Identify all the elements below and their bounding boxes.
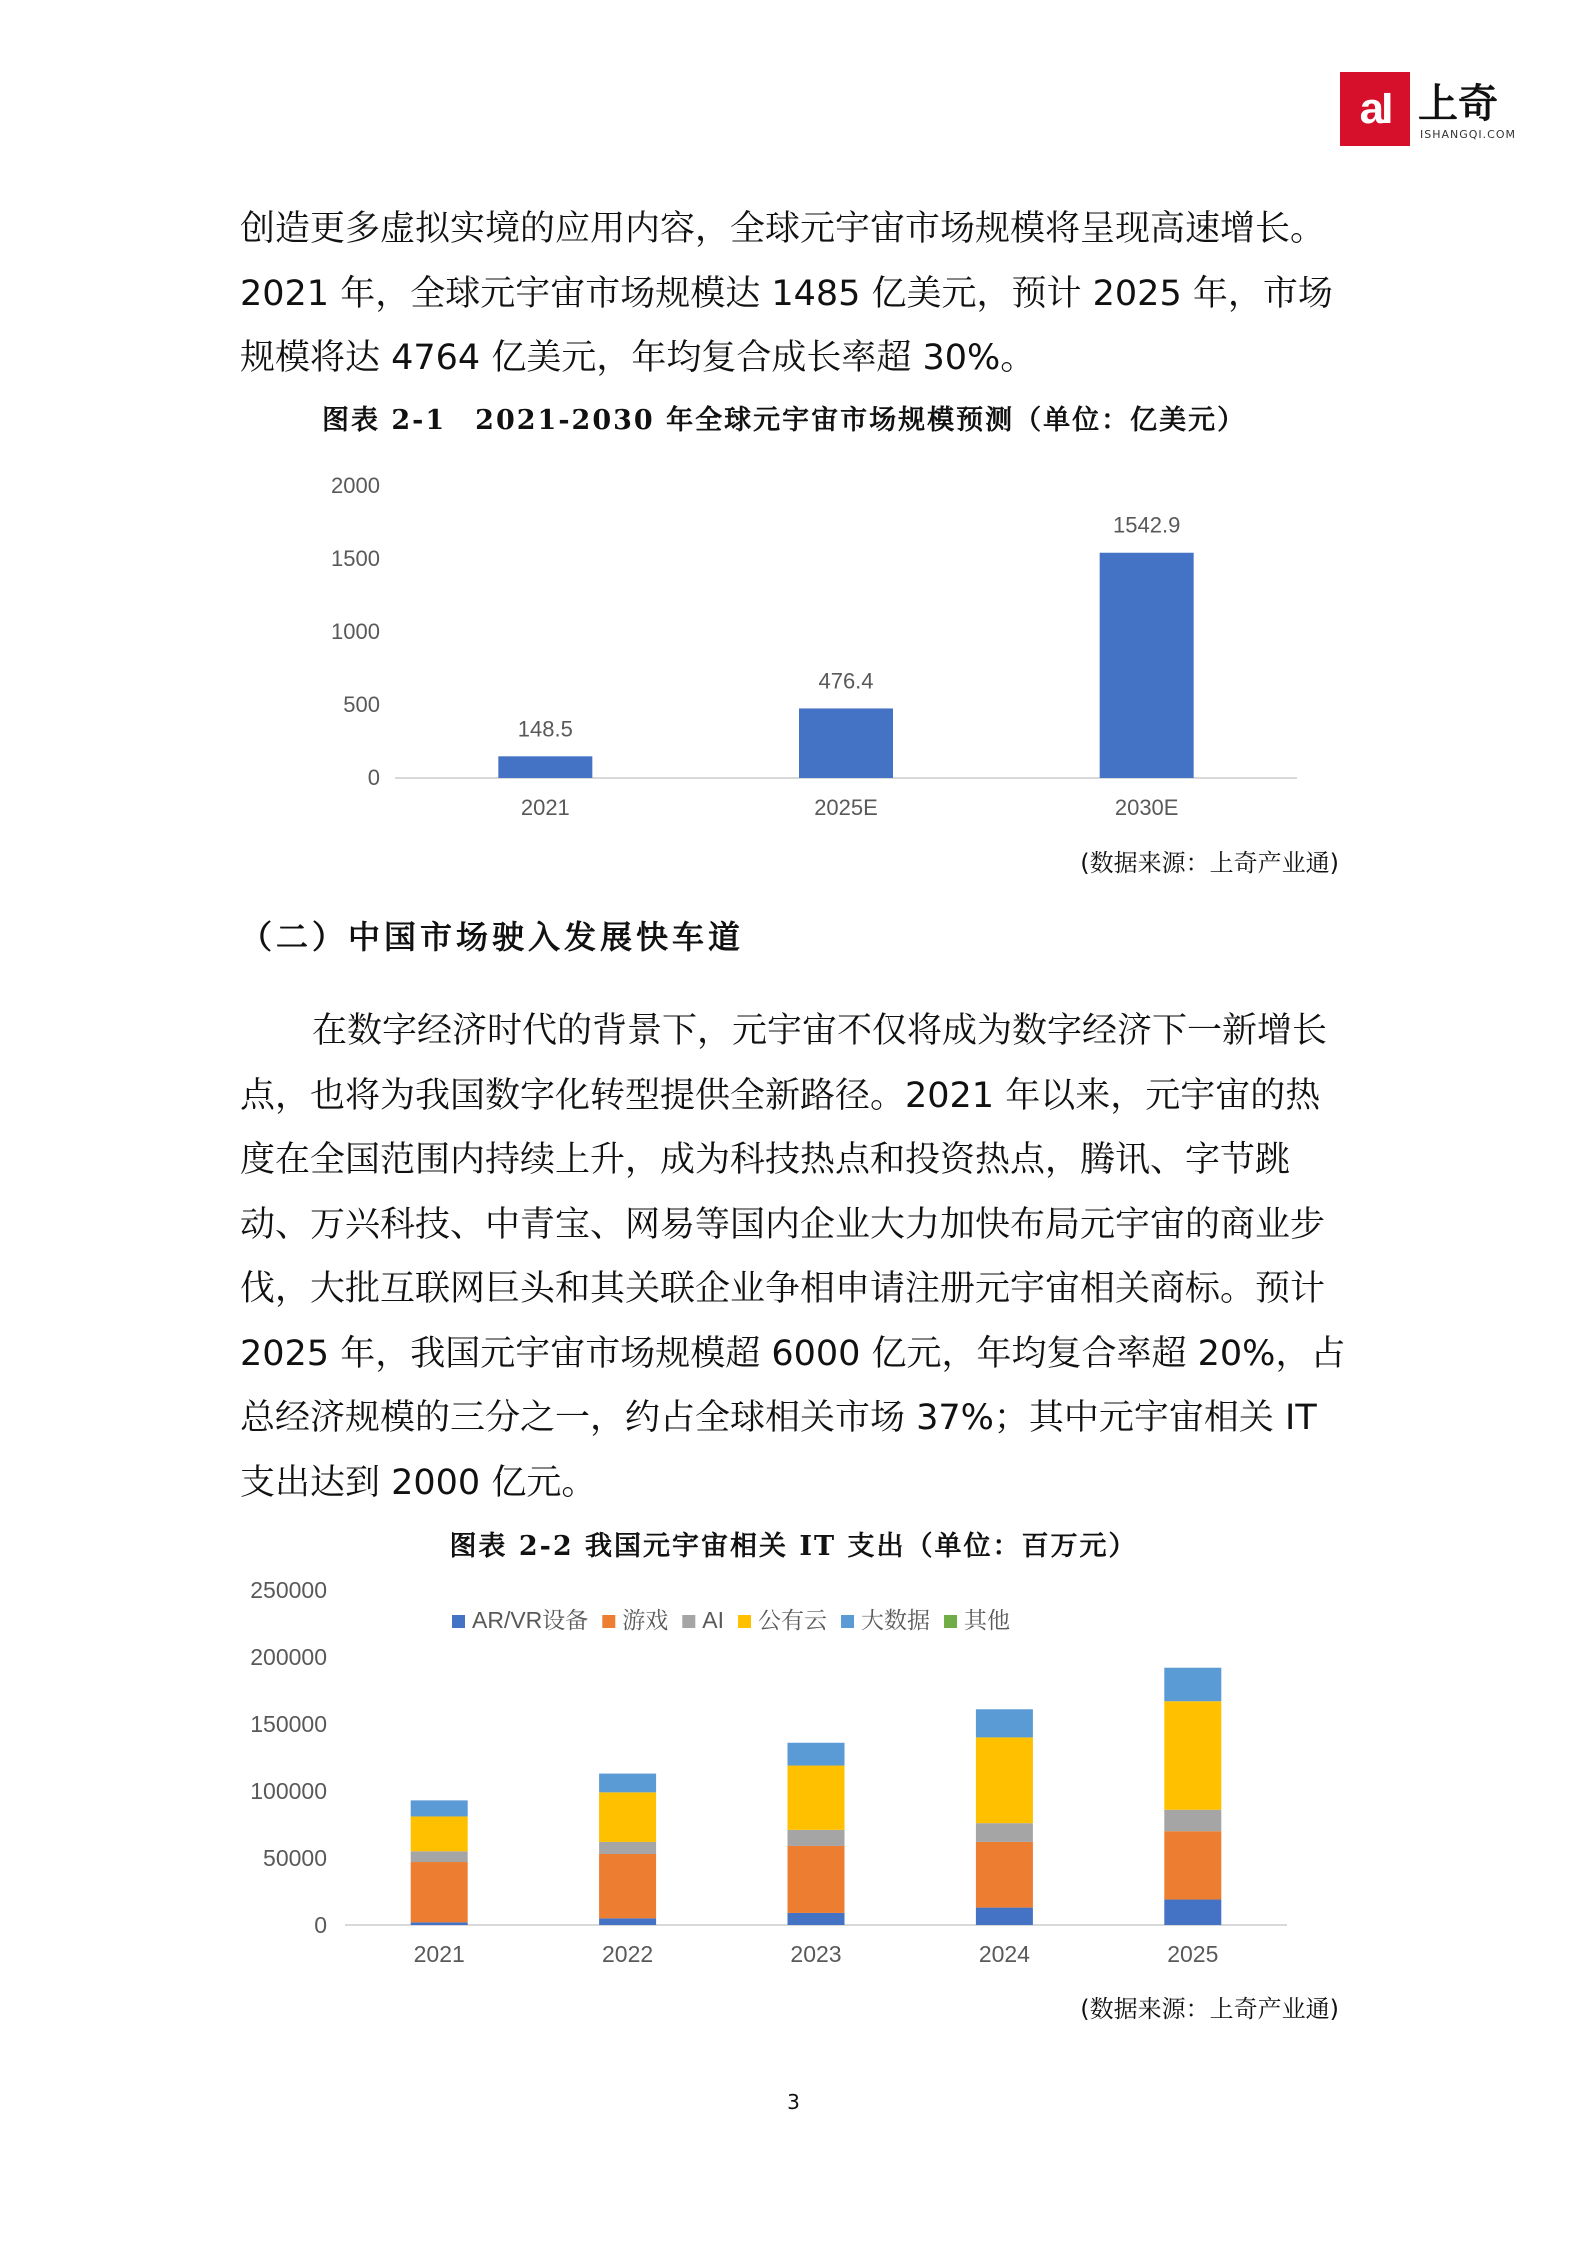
bar-segment-游戏-2023: [788, 1846, 845, 1913]
figure-2-source: (数据来源：上奇产业通): [1080, 1995, 1339, 2023]
legend-swatch-其他: [944, 1615, 957, 1628]
bar-segment-AR/VR设备-2022: [599, 1918, 656, 1925]
page-number: 3: [787, 2090, 800, 2114]
paragraph-china-market: 在数字经济时代的背景下，元宇宙不仅将成为数字经济下一新增长点，也将为我国数字化转型提供全新路径。2021 年以来，元宇宙的热度在全国范围内持续上升，成为科技热点和投资热点，腾讯、字节跳动、万兴科技、中青宝、网易等国内企业大力加快布局元宇宙的商业步伐，大批互联网巨头和其关联企业争相申请注册元宇宙相关商标。预计 2025 年，我国元宇宙市场规模超 6000 亿元，年均复合率超 20%，占总经济规模的三分之一，约占全球相关市场 37%；其中元宇宙相关 IT 支出达到 2000 亿元。: [240, 1011, 1346, 1503]
chart-global-market-forecast: [0, 440, 1587, 840]
bar-segment-AI-2022: [599, 1842, 656, 1854]
bar-2030E: [1100, 553, 1194, 778]
bar-segment-公有云-2023: [788, 1766, 845, 1830]
logo-site: ISHANGQI.COM: [1420, 128, 1517, 141]
bar-segment-大数据-2024: [976, 1709, 1033, 1737]
company-logo: [1340, 72, 1520, 152]
x-tick-label: 2025E: [814, 795, 878, 820]
bar-2021: [498, 756, 592, 778]
bar-segment-AI-2025: [1164, 1810, 1221, 1831]
bar-segment-公有云-2022: [599, 1792, 656, 1842]
legend-label-AI: AI: [702, 1607, 725, 1633]
y-tick-label: 150000: [250, 1711, 327, 1737]
legend-label-AR/VR设备: AR/VR设备: [472, 1607, 589, 1633]
legend-label-游戏: 游戏: [622, 1607, 669, 1633]
bar-segment-公有云-2025: [1164, 1701, 1221, 1810]
data-label-2025E: 476.4: [818, 668, 874, 694]
bar-segment-大数据-2025: [1164, 1668, 1221, 1702]
paragraph-global-market: 创造更多虚拟实境的应用内容，全球元宇宙市场规模将呈现高速增长。2021 年，全球元宇宙市场规模达 1485 亿美元，预计 2025 年，市场规模将达 4764 亿美元，年均复合成长率超 30%。: [240, 209, 1333, 378]
y-tick-label: 500: [343, 692, 380, 717]
legend-swatch-AR/VR设备: [452, 1615, 465, 1628]
bar-segment-大数据-2023: [788, 1743, 845, 1766]
x-tick-label: 2021: [520, 795, 570, 820]
bar-segment-大数据-2021: [411, 1800, 468, 1816]
logo-name: 上奇: [1418, 81, 1498, 127]
y-tick-label: 0: [367, 765, 380, 790]
bar-segment-公有云-2024: [976, 1737, 1033, 1823]
bar-segment-公有云-2021: [411, 1816, 468, 1851]
bar-segment-AI-2024: [976, 1823, 1033, 1842]
bar-segment-游戏-2022: [599, 1854, 656, 1918]
x-tick-label: 2023: [790, 1941, 842, 1967]
data-label-2030E: 1542.9: [1113, 512, 1181, 538]
legend-swatch-AI: [682, 1615, 695, 1628]
x-tick-label: 2024: [978, 1941, 1030, 1967]
bar-segment-游戏-2024: [976, 1842, 1033, 1908]
y-tick-label: 200000: [250, 1644, 327, 1670]
y-tick-label: 0: [314, 1912, 327, 1938]
x-tick-label: 2022: [602, 1941, 654, 1967]
legend-label-公有云: 公有云: [758, 1607, 828, 1633]
legend-swatch-游戏: [602, 1615, 615, 1628]
section-heading: （二）中国市场驶入发展快车道: [240, 918, 745, 956]
y-tick-label: 250000: [250, 1577, 327, 1603]
data-label-2021: 148.5: [517, 716, 573, 742]
x-tick-label: 2025: [1167, 1941, 1219, 1967]
logo-mark: aI: [1340, 72, 1410, 146]
y-tick-label: 1500: [331, 546, 380, 571]
y-tick-label: 100000: [250, 1778, 327, 1804]
legend-label-其他: 其他: [964, 1607, 1011, 1633]
bar-2025E: [799, 708, 893, 778]
figure-1-source: (数据来源：上奇产业通): [1080, 849, 1339, 877]
bar-segment-大数据-2022: [599, 1774, 656, 1793]
figure-caption-2-2: 图表 2-2 我国元宇宙相关 IT 支出（单位：百万元）: [449, 1531, 1138, 1562]
bar-segment-游戏-2021: [411, 1862, 468, 1922]
y-tick-label: 1000: [331, 619, 380, 644]
bar-segment-AR/VR设备-2021: [411, 1922, 468, 1925]
bar-segment-AI-2021: [411, 1851, 468, 1862]
bar-segment-AR/VR设备-2025: [1164, 1900, 1221, 1925]
bar-segment-AR/VR设备-2023: [788, 1913, 845, 1925]
bar-segment-AR/VR设备-2024: [976, 1908, 1033, 1925]
legend-swatch-公有云: [738, 1615, 751, 1628]
bar-segment-游戏-2025: [1164, 1831, 1221, 1899]
chart-china-it-spending: [0, 1570, 1587, 1980]
y-tick-label: 2000: [331, 473, 380, 498]
bar-segment-AI-2023: [788, 1830, 845, 1846]
x-tick-label: 2030E: [1114, 795, 1179, 820]
legend-label-大数据: 大数据: [861, 1607, 931, 1633]
legend-swatch-大数据: [841, 1615, 854, 1628]
y-tick-label: 50000: [263, 1845, 327, 1871]
figure-caption-2-1: 图表 2-1 2021-2030 年全球元宇宙市场规模预测（单位：亿美元）: [322, 405, 1247, 436]
x-tick-label: 2021: [413, 1941, 465, 1967]
